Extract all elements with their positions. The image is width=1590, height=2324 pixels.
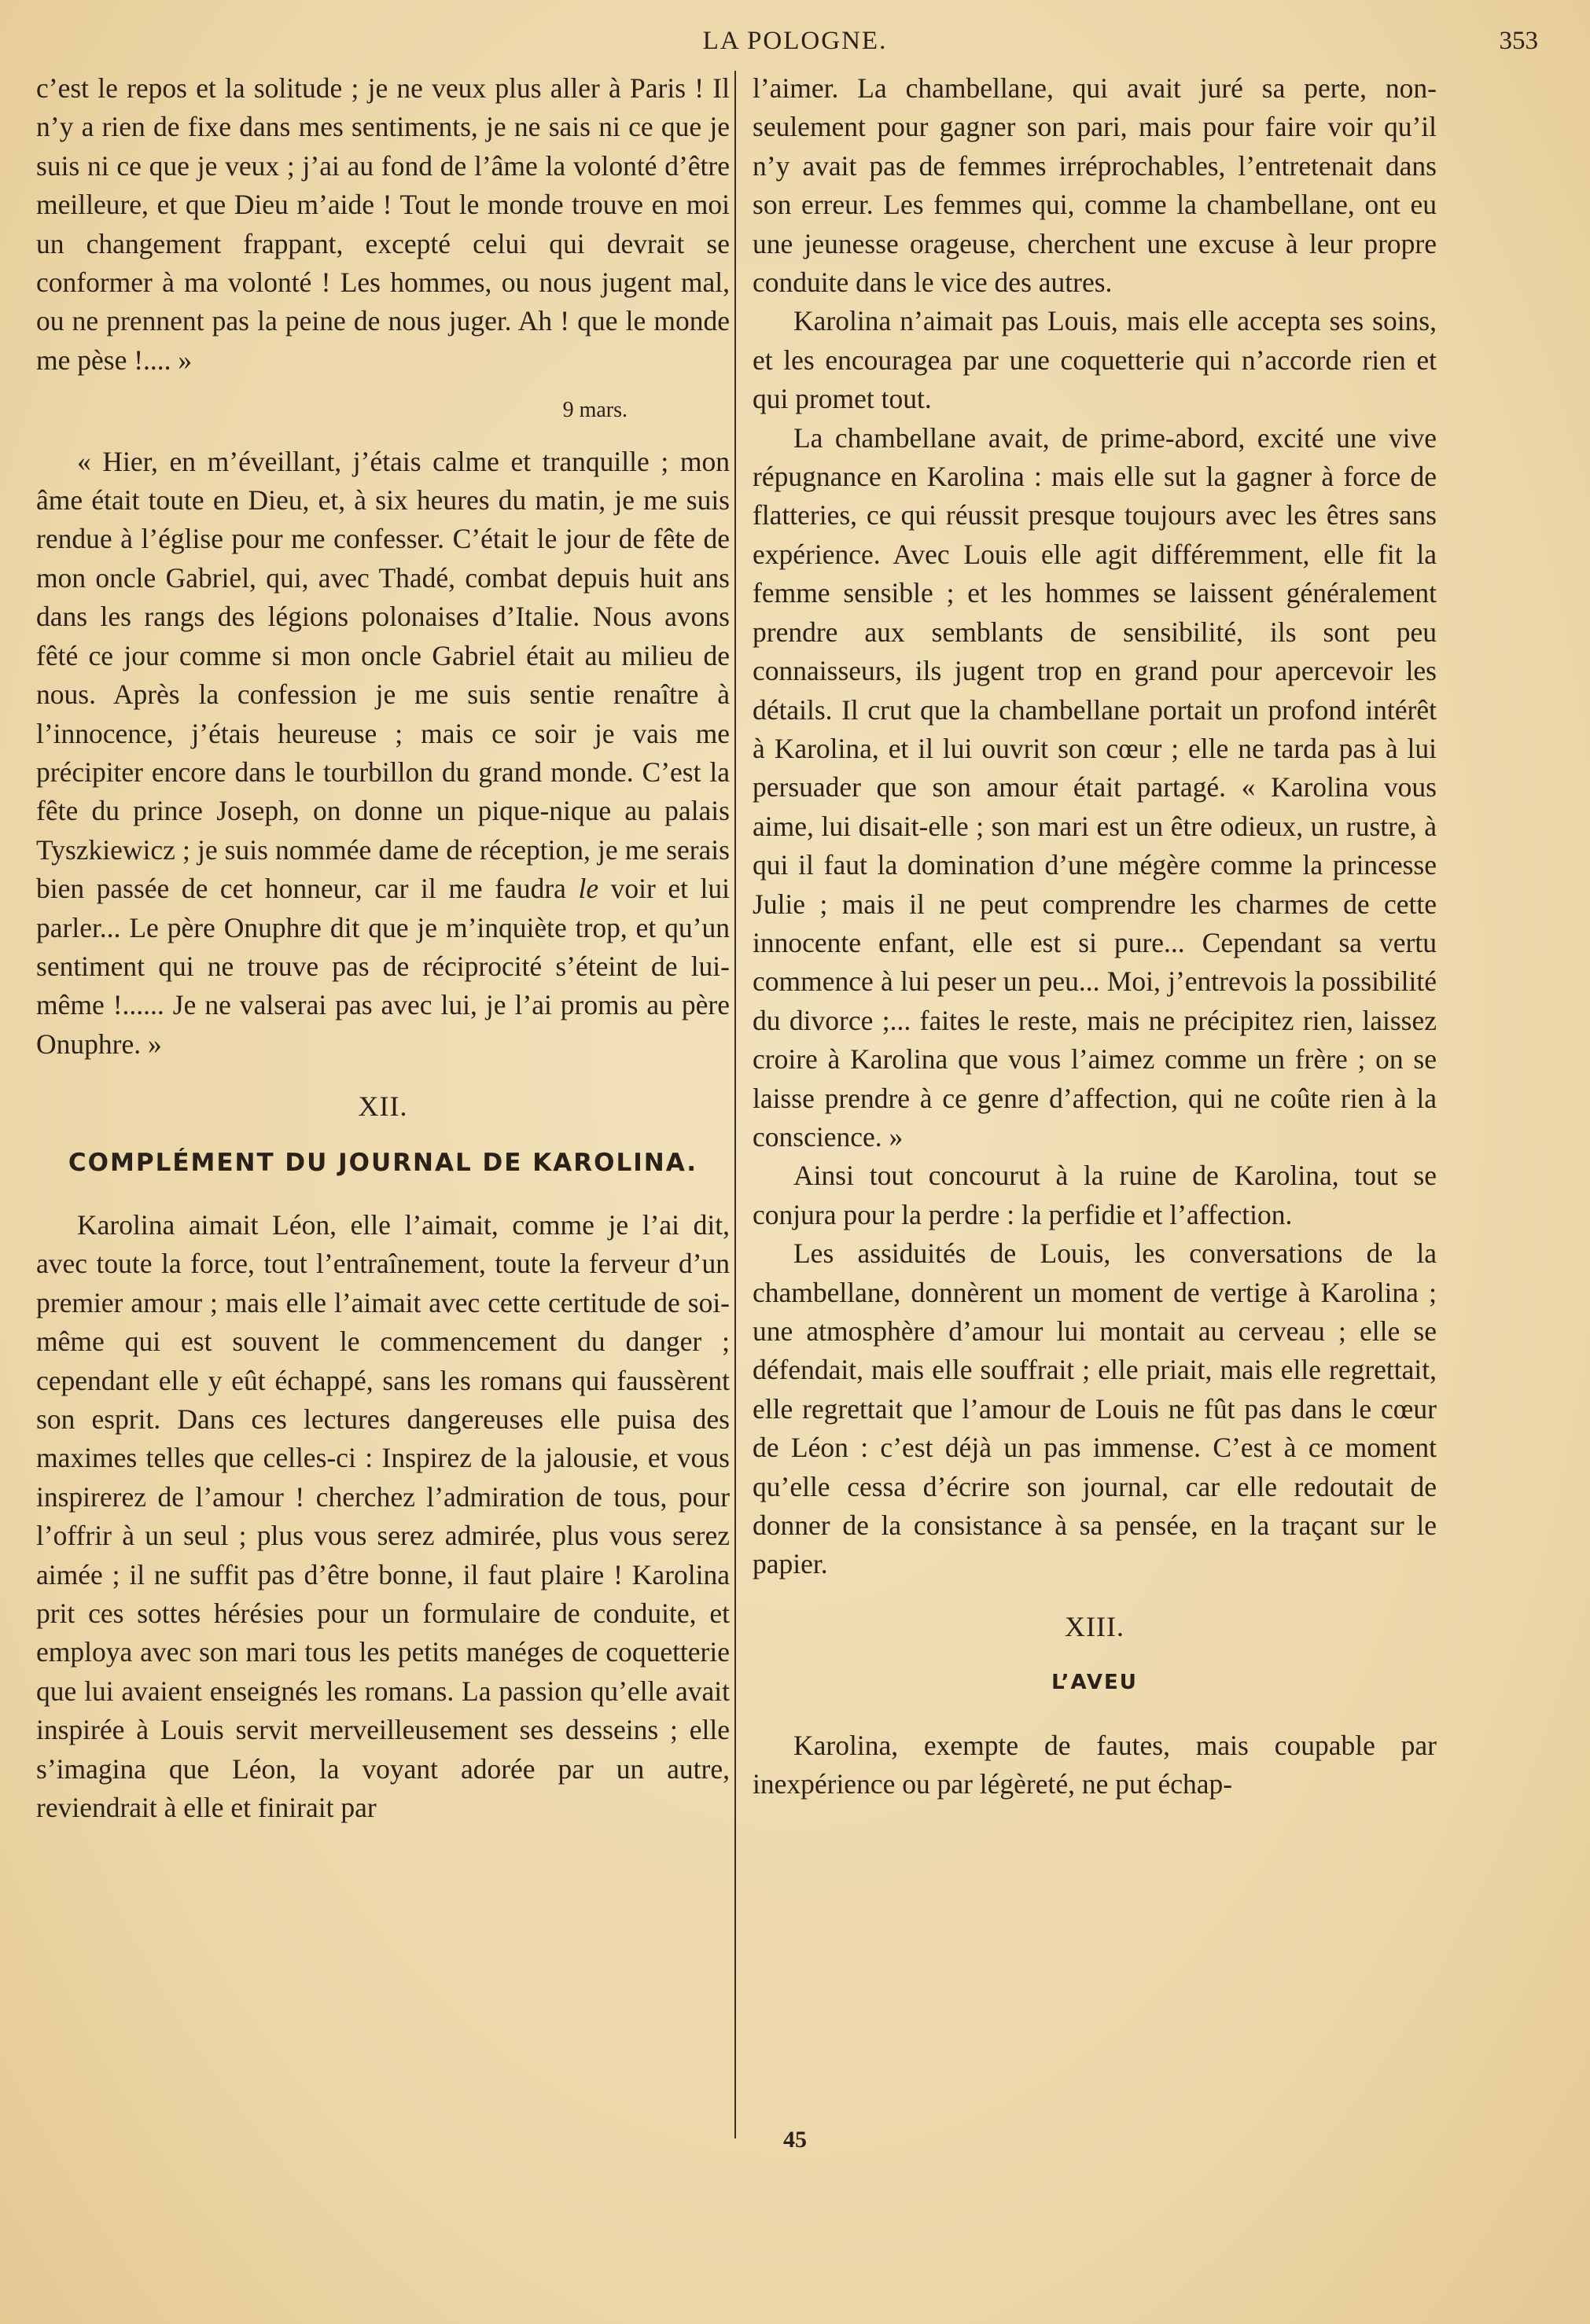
paragraph [36, 443, 730, 1065]
chapter-number: XII. [358, 1090, 408, 1123]
journal-date: 9 mars. [562, 398, 628, 423]
chapter-number: XIII. [1065, 1610, 1124, 1642]
paragraph: Karolina n’aimait pas Louis, mais elle accepta ses soins, et les encouragea par une coquetterie qui n’accorde rien et qui promet tout. [753, 305, 1437, 415]
right-column [753, 69, 1437, 1804]
paragraph: Karolina aimait Léon, elle l’aimait, comme je l’ai dit, avec toute la force, tout l’entraînement, toute la ferveur d’un premier amour ; mais elle l’aimait avec cette certitude de soi-même qui est souvent le commencement du danger ; cependant elle y eût échappé, sans les romans qui faussèrent son esprit. Dans ces lectures dangereuses elle puisa des maximes telles que celles-ci : Inspirez de la jalousie, et vous inspirerez de l’amour ! cherchez l’admiration de tous, pour l’offrir à un seul ; plus vous serez admirée, plus vous serez aimée ; il ne suffit pas d’être bonne, il faut plaire ! Karolina prit ces sottes hérésies pour un formulaire de conduite, et employa avec son mari tous les petits manéges de coquetterie que lui avaient enseignés les romans. La passion qu’elle avait inspirée à Louis servit merveilleusement ses desseins ; elle s’imagina que Léon, la voyant adorée par un autre, reviendrait à elle et finirait par [36, 1208, 730, 1824]
chapter-title: COMPLÉMENT DU JOURNAL DE KAROLINA. [68, 1148, 698, 1177]
emphasis: le [578, 873, 599, 905]
paragraph: Karolina, exempte de fautes, mais coupable par inexpérience ou par légèreté, ne put échap- [753, 1729, 1437, 1800]
page-number: 353 [1499, 27, 1538, 55]
paragraph: l’aimer. La chambellane, qui avait juré sa perte, non-seulement pour gagner son pari, mais pour faire voir qu’il n’y avait pas de femmes irréprochables, l’entretenait dans son erreur. Les femmes qui, comme la chambellane, ont eu une jeunesse orageuse, cherchent une excuse à leur propre conduite dans le vice des autres. [753, 72, 1437, 299]
left-column [36, 69, 730, 1827]
column-divider [734, 71, 736, 2138]
running-header [38, 24, 1552, 64]
paragraph: La chambellane avait, de prime-abord, excité une vive répugnance en Karolina : mais elle sut la gagner à force de flatteries, ce qui réussit presque toujours avec les êtres sans expérience. Avec Louis elle agit différemment, elle fit la femme sensible ; et les hommes se laissent généralement prendre aux semblants de sensibilité, ils sont peu connaisseurs, ils jugent trop en grand pour apercevoir les détails. Il crut que la chambellane portait un profond intérêt à Karolina, et il lui ouvrit son cœur ; elle ne tarda pas à lui persuader que son amour était partagé. « Karolina vous aime, lui disait-elle ; son mari est un être odieux, un rustre, à qui il faut la domination d’une mégère comme la princesse Julie ; mais il ne peut comprendre les charmes de cette innocente enfant, elle est si pure... Cependant sa vertu commence à lui peser un peu... Moi, j’entrevois la possibilité du divorce ;... faites le reste, mais ne précipitez rien, laissez croire à Karolina que vous l’aimez comme un frère ; on se laisse prendre à ce genre d’affection, qui ne coûte rien à la conscience. » [753, 421, 1437, 1153]
running-title: LA POLOGNE. [702, 27, 888, 55]
paragraph: Ainsi tout concourut à la ruine de Karolina, tout se conjura pour la perdre : la perfidie et l’affection. [753, 1160, 1437, 1230]
signature-mark: 45 [783, 2127, 807, 2153]
chapter-title: L’AVEU [1051, 1671, 1138, 1695]
paragraph-text: voir et lui parler... Le père Onuphre dit que je m’inquiète trop, et qu’un sentiment qui ne trouve pas de réciprocité s’éteint de lui-même !...... Je ne valserai pas avec lui, je l’ai promis au père Onuphre. » [36, 873, 730, 1060]
paragraph-text: « Hier, en m’éveillant, j’étais calme et tranquille ; mon âme était toute en Dieu, et, à six heures du matin, je me suis rendue à l’église pour me confesser. C’était le jour de fête de mon oncle Gabriel, qui, avec Thadé, combat depuis huit ans dans les rangs des légions polonaises d’Italie. Nous avons fêté ce jour comme si mon oncle Gabriel était au milieu de nous. Après la confession je me suis sentie renaître à l’innocence, j’étais heureuse ; mais ce soir je vais me précipiter encore dans le tourbillon du grand monde. C’est la fête du prince Joseph, on donne un pique-nique au palais Tyszkiewicz ; je suis nommée dame de réception, je me serais bien passée de cet honneur, car il me faudra [36, 445, 730, 905]
paragraph: Les assiduités de Louis, les conversations de la chambellane, donnèrent un moment de vertige à Karolina ; une atmosphère d’amour lui montait au cerveau ; elle se défendait, mais elle souffrait ; elle priait, mais elle regrettait, elle regrettait que l’amour de Louis ne fût pas dans le cœur de Léon : c’est déjà un pas immense. C’est à ce moment qu’elle cessa d’écrire son journal, car elle redoutait de donner de la consistance à sa pensée, en la traçant sur le papier. [753, 1237, 1437, 1580]
paragraph: c’est le repos et la solitude ; je ne veux plus aller à Paris ! Il n’y a rien de fixe dans mes sentiments, je ne sais ni ce que je suis ni ce que je veux ; j’ai au fond de l’âme la volonté d’être meilleure, et que Dieu m’aide ! Tout le monde trouve en moi un changement frappant, excepté celui qui devrait se conformer à ma volonté ! Les hommes, ou nous jugent mal, ou ne prennent pas la peine de nous juger. Ah ! que le monde me pèse !.... » [36, 72, 730, 376]
